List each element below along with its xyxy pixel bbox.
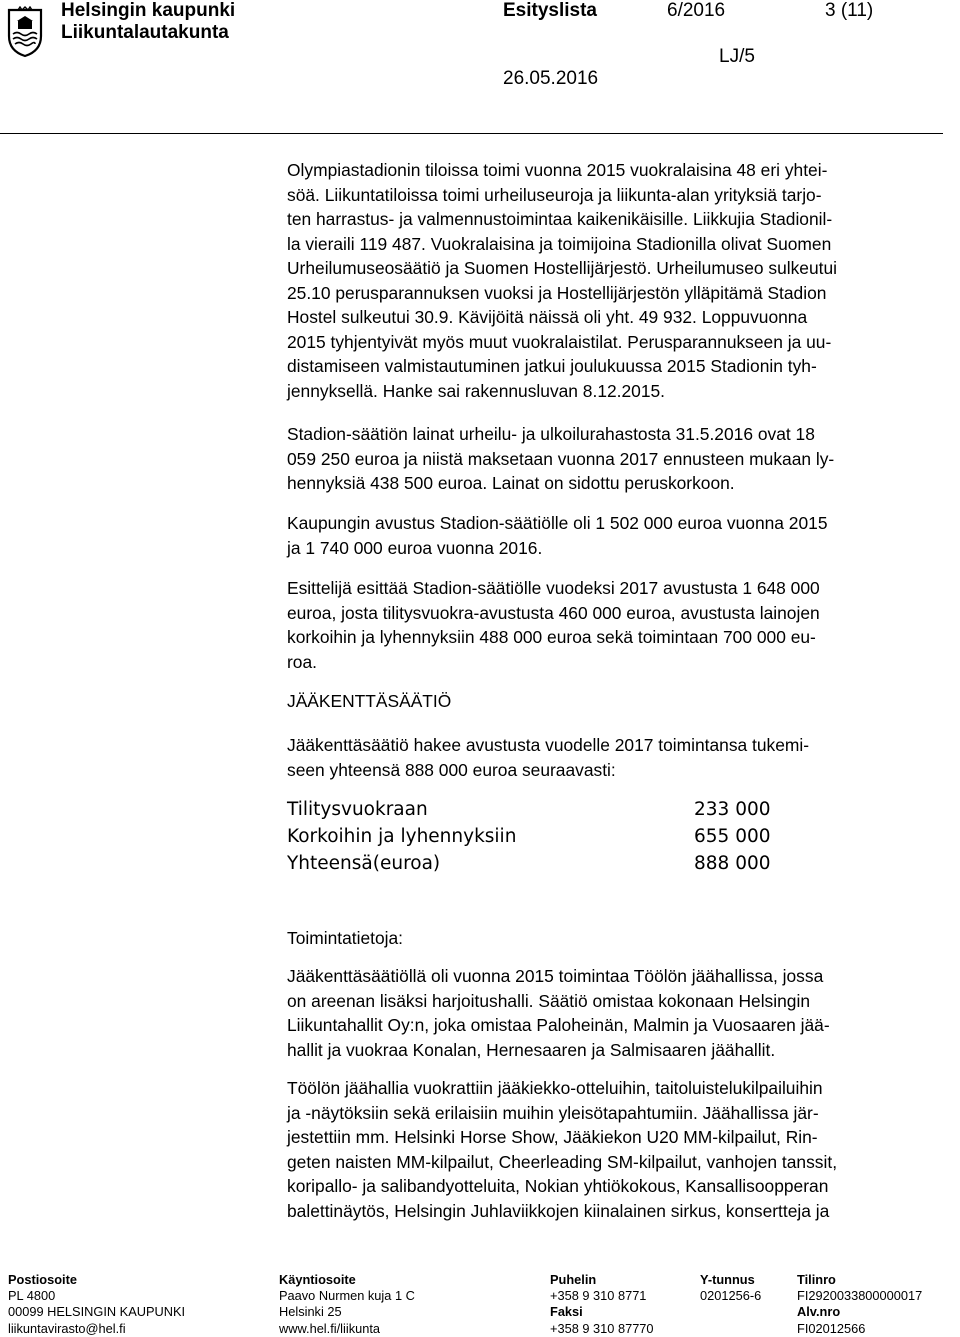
- table-row-amount: 233 000: [694, 799, 771, 820]
- footer-visit: [279, 1272, 415, 1337]
- agenda-item-code: LJ/5: [719, 46, 755, 67]
- text-line: Töölön jäähallia vuokrattiin jääkiekko-otteluihin, taitoluistelukilpailuihin: [287, 1078, 823, 1098]
- paragraph-events: [287, 1076, 947, 1223]
- page-number: 3 (11): [825, 0, 874, 21]
- footer-account: [797, 1272, 922, 1337]
- footer-business-id: [700, 1272, 761, 1304]
- paragraph-application: [287, 733, 947, 782]
- text-line: Liikuntahallit Oy:n, joka omistaa Paloheinän, Malmin ja Vuosaaren jää-: [287, 1015, 830, 1035]
- footer-line: Helsinki 25: [279, 1304, 342, 1320]
- footer-heading: Postiosoite: [8, 1272, 77, 1287]
- footer-email: liikuntavirasto@hel.fi: [8, 1320, 126, 1336]
- subheading-activities: Toimintatietoja:: [287, 928, 403, 948]
- footer-line: 0201256-6: [700, 1288, 762, 1304]
- text-line: 2015 tyhjentyivät myös muut vuokralaistilat. Perusparannukseen ja uu-: [287, 331, 832, 352]
- text-line: Urheilumuseosäätiö ja Suomen Hostellijärjestö. Urheilumuseo sulkeutui: [287, 258, 838, 278]
- footer-line: FI02012566: [797, 1320, 866, 1336]
- text-line: koripallo- ja salibandyotteluita, Nokian yhtiökokous, Kansallisoopperan: [287, 1176, 829, 1196]
- footer-line: PL 4800: [8, 1288, 56, 1304]
- meeting-number: 6/2016: [667, 0, 726, 21]
- footer-line: +358 9 310 87770: [550, 1320, 654, 1336]
- footer-heading: Faksi: [550, 1304, 583, 1320]
- footer-heading: Käyntiosoite: [279, 1272, 356, 1287]
- footer-line: 00099 HELSINGIN KAUPUNKI: [8, 1304, 186, 1320]
- text-line: seen yhteensä 888 000 euroa seuraavasti:: [287, 759, 616, 780]
- text-line: la vieraili 119 487. Vuokralaisina ja toimijoina Stadionilla olivat Suomen: [287, 233, 832, 254]
- text-line: ja 1 740 000 euroa vuonna 2016.: [287, 537, 543, 558]
- footer-heading: Tilinro: [797, 1272, 836, 1287]
- text-line: hallit ja vuokraa Konalan, Hernesaaren ja Salmisaaren jäähallit.: [287, 1039, 776, 1060]
- text-line: Hostel sulkeutui 30.9. Kävijöitä näissä oli yht. 49 932. Loppuvuonna: [287, 307, 808, 327]
- text-line: jennyksellä. Hanke sai rakennusluvan 8.12.2015.: [287, 380, 666, 401]
- text-line: roa.: [287, 651, 317, 672]
- table-row-label: Yhteensä(euroa): [287, 853, 441, 874]
- text-line: on areenan lisäksi harjoitushalli. Säätiö omistaa kokonaan Helsingin: [287, 990, 810, 1011]
- footer-website: www.hel.fi/liikunta: [279, 1320, 380, 1336]
- org-name: Helsingin kaupunki: [61, 0, 236, 21]
- text-line: balettinäytös, Helsingin Juhlaviikkojen kiinalainen sirkus, konsertteja ja: [287, 1200, 830, 1221]
- footer-heading: Puhelin: [550, 1272, 597, 1287]
- footer-line: Paavo Nurmen kuja 1 C: [279, 1288, 415, 1304]
- paragraph-loans: [287, 422, 947, 496]
- text-line: Kaupungin avustus Stadion-säätiölle oli 1 502 000 euroa vuonna 2015: [287, 513, 828, 533]
- text-line: Jääkenttäsäätiöllä oli vuonna 2015 toimintaa Töölön jäähallissa, jossa: [287, 966, 824, 986]
- footer-line: FI2920033800000017: [797, 1288, 923, 1304]
- paragraph-city-grant: [287, 511, 947, 560]
- helsinki-coat-of-arms-logo: [6, 6, 44, 58]
- meeting-date: 26.05.2016: [503, 68, 599, 89]
- footer-postal: [8, 1272, 185, 1337]
- document-type: Esityslista: [503, 0, 597, 21]
- text-line: korkoihin ja lyhennyksiin 488 000 euroa sekä toimintaan 700 000 eu-: [287, 627, 816, 647]
- paragraph-proposal: [287, 576, 947, 674]
- table-row-label: Tilitysvuokraan: [287, 799, 428, 820]
- table-row-label: Korkoihin ja lyhennyksiin: [287, 826, 517, 847]
- org-unit: Liikuntalautakunta: [61, 22, 229, 43]
- text-line: Esittelijä esittää Stadion-säätiölle vuodeksi 2017 avustusta 1 648 000: [287, 578, 820, 598]
- footer-line: +358 9 310 8771: [550, 1288, 647, 1304]
- footer-phone: [550, 1272, 654, 1337]
- text-line: ten harrastus- ja valmennustoimintaa kaikenikäisille. Liikkujia Stadionil-: [287, 209, 833, 229]
- text-line: distamiseen valmistautuminen jatkui joulukuussa 2015 Stadionin tyh-: [287, 356, 817, 376]
- footer-heading: Y-tunnus: [700, 1272, 755, 1287]
- text-line: jestettiin mm. Helsinki Horse Show, Jääkiekon U20 MM-kilpailut, Rin-: [287, 1127, 818, 1147]
- table-row-amount: 888 000: [694, 853, 771, 874]
- text-line: Jääkenttäsäätiö hakee avustusta vuodelle 2017 toimintansa tukemi-: [287, 735, 810, 755]
- table-row-amount: 655 000: [694, 826, 771, 847]
- text-line: euroa, josta tilitysvuokra-avustusta 460 000 euroa, avustusta lainojen: [287, 602, 820, 623]
- text-line: Olympiastadionin tiloissa toimi vuonna 2015 vuokralaisina 48 eri yhtei-: [287, 160, 828, 180]
- header-divider: [0, 133, 943, 134]
- text-line: ja -näytöksiin sekä erilaisiin muihin yleisötapahtumiin. Jäähallissa jär-: [287, 1102, 819, 1123]
- footer-heading: Alv.nro: [797, 1304, 841, 1320]
- text-line: hennyksiä 438 500 euroa. Lainat on sidottu peruskorkoon.: [287, 473, 735, 493]
- text-line: 25.10 perusparannuksen vuoksi ja Hostellijärjestön ylläpitämä Stadion: [287, 282, 827, 303]
- paragraph-activities: [287, 964, 947, 1062]
- text-line: geten naisten MM-kilpailut, Cheerleading SM-kilpailut, vanhojen tanssit,: [287, 1151, 838, 1172]
- section-heading: JÄÄKENTTÄSÄÄTIÖ: [287, 691, 452, 711]
- paragraph-stadium-tenants: [287, 158, 947, 403]
- text-line: söä. Liikuntatiloissa toimi urheiluseuroja ja liikunta-alan yrityksiä tarjo-: [287, 184, 822, 205]
- text-line: Stadion-säätiön lainat urheilu- ja ulkoilurahastosta 31.5.2016 ovat 18: [287, 424, 815, 444]
- text-line: 059 250 euroa ja niistä maksetaan vuonna 2017 ennusteen mukaan ly-: [287, 448, 835, 469]
